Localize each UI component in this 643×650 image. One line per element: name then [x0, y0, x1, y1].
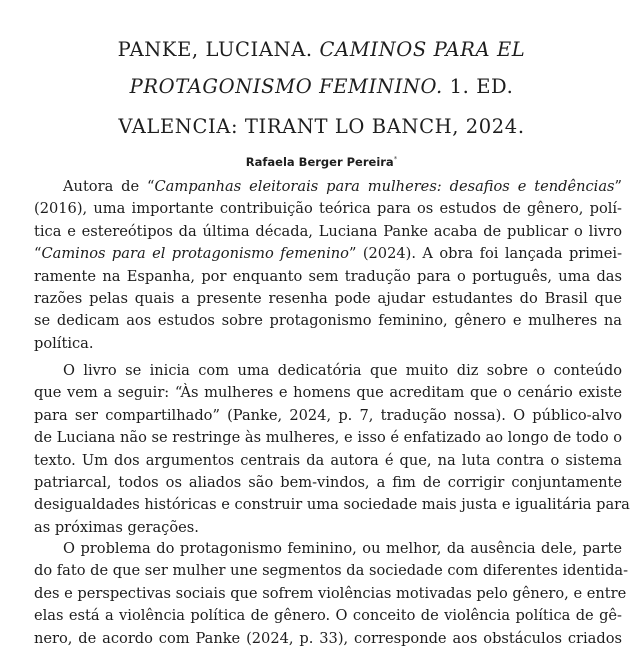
title-book-name-part-2: PROTAGONISMO FEMININO. [129, 75, 443, 98]
italic-text: Caminos para el protagonismo femenino [41, 245, 349, 263]
text-run: patriarcal, todos os aliados são bem-vindos, a fim de corrigir conjuntamente [34, 473, 622, 491]
paragraph-line [34, 243, 622, 265]
text-run: razões pelas quais a presente resenha pode ajudar estudantes do Brasil que [34, 289, 622, 307]
text-run: texto. Um dos argumentos centrais da autora é que, na luta contra o sistema [34, 451, 622, 469]
paragraph-line [34, 560, 629, 582]
title-author-name: PANKE, LUCIANA. [117, 38, 313, 61]
paragraph-line [34, 221, 622, 243]
text-run: que vem a seguir: “Às mulheres e homens que acreditam que o cenário existe [34, 384, 622, 402]
paragraph-line [34, 176, 622, 198]
text-run: O livro se inicia com uma dedicatória que muito diz sobre o conteúdo [63, 362, 622, 379]
title-publisher: VALENCIA: TIRANT LO BANCH, 2024. [118, 115, 525, 138]
paragraph-line [34, 310, 622, 332]
paragraph-line [34, 405, 622, 427]
author-footnote-mark: * [393, 155, 398, 164]
paragraph-line [34, 450, 622, 472]
text-run: nero, de acordo com Panke (2024, p. 33), corresponde aos obstáculos criados [34, 629, 622, 647]
paragraph-line [34, 538, 622, 560]
paragraph-line [34, 288, 622, 310]
paragraph-line [34, 360, 622, 382]
paragraph-line [34, 605, 622, 627]
text-run: do fato de que ser mulher une segmentos da sociedade com diferentes identida- [34, 562, 629, 580]
italic-text: Campanhas eleitorais para mulheres: desafios e tendências [154, 178, 615, 195]
paragraph-line [34, 266, 622, 288]
title-line-1 [0, 38, 643, 61]
text-run: para ser compartilhado” (Panke, 2024, p. 7, tradução nossa). O público-alvo [34, 406, 622, 424]
text-run: política. [34, 334, 94, 352]
text-run: Autora de “ [63, 178, 155, 195]
text-run: des e perspectivas sociais que sofrem violências motivadas pelo gênero, e entre [34, 584, 627, 602]
paragraph-line [34, 427, 622, 449]
text-run: elas está a violência política de gênero. O conceito de violência política de gê- [34, 607, 622, 625]
text-run: ramente na Espanha, por enquanto sem tradução para o português, uma das [34, 267, 622, 285]
author-byline [0, 155, 643, 169]
paragraph-2 [34, 360, 630, 539]
title-book-name-part-1: CAMINOS PARA EL [319, 38, 526, 61]
text-run: ” [614, 178, 623, 195]
text-run: ” (2024). A obra foi lançada primei- [348, 245, 623, 263]
title-edition: 1. ED. [449, 75, 514, 98]
paragraph-line [34, 198, 622, 220]
title-line-2 [0, 75, 643, 98]
paragraph-line [34, 628, 622, 650]
paragraph-line [34, 333, 622, 355]
paragraph-1 [34, 176, 622, 355]
text-run: tica e estereótipos da última década, Luciana Panke acaba de publicar o livro [34, 222, 622, 240]
text-run: “ [34, 245, 42, 263]
author-name: Rafaela Berger Pereira [245, 155, 394, 169]
title-line-3 [0, 115, 643, 138]
paragraph-line [34, 472, 622, 494]
text-run: de Luciana não se restringe às mulheres, e isso é enfatizado ao longo de todo o [34, 429, 623, 447]
paragraph-3 [34, 538, 629, 650]
text-run: as próximas gerações. [34, 518, 199, 536]
text-run: desigualdades históricas e construir uma sociedade mais justa e igualitária para [34, 496, 630, 514]
paragraph-line [34, 382, 622, 404]
text-run: (2016), uma importante contribuição teórica para os estudos de gênero, polí- [34, 200, 622, 218]
paragraph-line [34, 583, 627, 605]
text-run: se dedicam aos estudos sobre protagonismo feminino, gênero e mulheres na [34, 312, 622, 330]
text-run: O problema do protagonismo feminino, ou melhor, da ausência dele, parte [63, 540, 622, 557]
paragraph-line [34, 494, 630, 516]
paragraph-line [34, 517, 622, 539]
